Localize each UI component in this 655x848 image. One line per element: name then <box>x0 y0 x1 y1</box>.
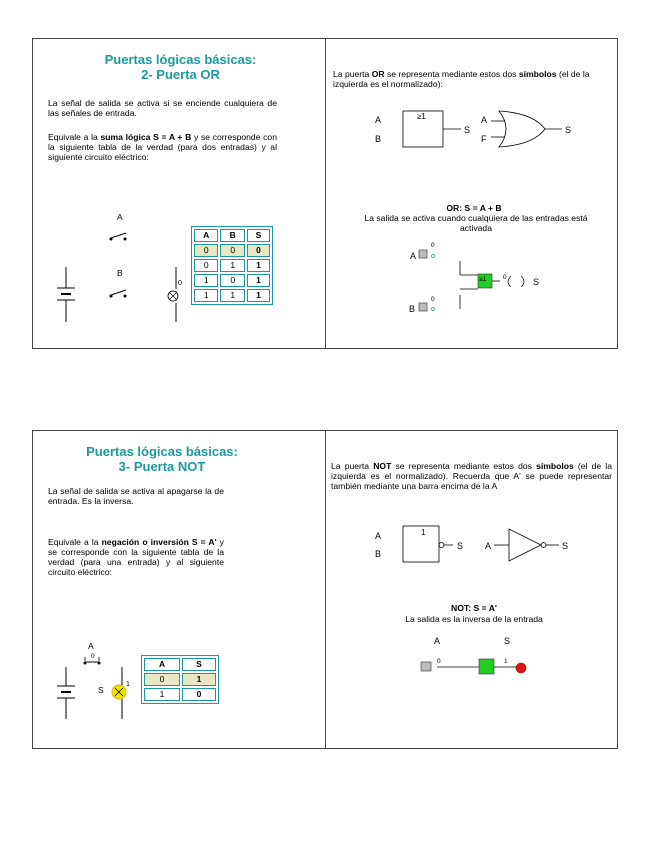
sim-not-gate <box>479 659 494 674</box>
lamp-value: 0 <box>178 280 182 287</box>
symbol-box-label: 1 <box>421 528 426 537</box>
sim-output-lamp-icon <box>508 276 524 287</box>
not-simulator <box>33 431 619 750</box>
symbol-input-a: A <box>375 531 382 541</box>
table-cell: 1 <box>182 673 216 686</box>
not-caption: La salida es la inversa de la entrada <box>405 614 543 624</box>
title-line-2: 2- Puerta OR <box>141 67 220 82</box>
sim-input-a-label: A <box>410 251 417 261</box>
sim-gate-label: ≥1 <box>479 276 487 283</box>
table-cell: 1 <box>247 259 270 272</box>
table-cell: 1 <box>220 289 244 302</box>
table-cell: 0 <box>182 688 216 701</box>
symbol-input-b: B <box>375 549 382 559</box>
sim-output-label: S <box>504 636 511 646</box>
sim-output-label: S <box>533 277 540 287</box>
table-cell: 0 <box>194 259 218 272</box>
table-header: A <box>144 658 180 671</box>
sim-input-a-value: 0 <box>431 242 435 249</box>
sim-input-b-label: B <box>409 304 416 314</box>
table-cell: 1 <box>144 688 180 701</box>
table-header: S <box>182 658 216 671</box>
sim-output-led-icon <box>516 663 526 673</box>
table-cell: 1 <box>247 289 270 302</box>
table-header: A <box>194 229 218 242</box>
switch-value: 0 <box>91 653 95 660</box>
sim-input-a-toggle <box>419 250 427 258</box>
table-cell: 1 <box>220 259 244 272</box>
sim-input-a-toggle <box>421 662 431 671</box>
symbol-output-s: S <box>457 541 464 551</box>
table-cell: 0 <box>247 244 270 257</box>
switch-a-label: A <box>117 212 123 222</box>
title-line-1: Puertas lógicas básicas: <box>86 444 238 459</box>
table-header: S <box>247 229 270 242</box>
table-header: B <box>220 229 244 242</box>
title-line-2: 3- Puerta NOT <box>118 459 206 474</box>
symbol-input-a: A <box>375 115 382 125</box>
not-formula: NOT: S = A' <box>451 603 497 613</box>
symbol2-output-s: S <box>562 541 569 551</box>
symbol-output-s: S <box>464 125 471 135</box>
switch-a-label: A <box>88 641 94 651</box>
lamp-label: S <box>98 685 104 695</box>
table-cell: 1 <box>194 274 218 287</box>
or-simulator <box>33 39 619 350</box>
or-symbols-description: La puerta OR se representa mediante estos dos símbolos (el de la izquierda es el normalizado): <box>333 69 590 89</box>
table-cell: 0 <box>220 274 244 287</box>
intro-text: La señal de salida se activa al apagarse la de entrada. Es la inversa. <box>48 486 224 506</box>
equivalence-text: Equivale a la negación o inversión S = A' y se corresponde con la siguiente tabla de la verdad (para una entrada) y al siguiente circuito eléctrico: <box>48 537 224 577</box>
table-cell: 1 <box>194 289 218 302</box>
switch-b-label: B <box>117 268 123 278</box>
title-line-1: Puertas lógicas básicas: <box>104 52 257 67</box>
sim-input-a-label: A <box>434 636 441 646</box>
symbol2-input-a: A <box>481 115 488 125</box>
sim-input-b-toggle <box>419 303 427 311</box>
table-cell: 0 <box>144 673 180 686</box>
or-formula: OR: S = A + B <box>446 203 502 213</box>
slide-not-gate <box>32 430 618 749</box>
symbol2-output-s: S <box>565 125 572 135</box>
intro-text: La señal de salida se activa si se enciende cualquiera de las señales de entrada. <box>48 98 277 118</box>
lamp-value: 1 <box>126 681 130 688</box>
equivalence-text: Equivale a la suma lógica S = A + B y se corresponde con la siguiente tabla de la verdad (para dos entradas) y al siguiente circuito eléctrico: <box>48 132 277 162</box>
sim-output-value: 0 <box>503 274 507 281</box>
table-cell: 0 <box>194 244 218 257</box>
symbol2-input-b: F <box>481 134 487 144</box>
symbol2-input-a: A <box>485 541 492 551</box>
table-cell: 1 <box>247 274 270 287</box>
slide-or-gate <box>32 38 618 349</box>
sim-input-b-value: 0 <box>431 296 435 303</box>
table-cell: 0 <box>220 244 244 257</box>
sim-input-value: 0 <box>437 658 441 665</box>
symbol-input-b: B <box>375 134 382 144</box>
sim-output-value: 1 <box>504 658 508 665</box>
symbol-box-label: ≥1 <box>417 112 426 121</box>
not-symbols-description: La puerta NOT se representa mediante estos dos símbolos (el de la izquierda es el normalizado). Recuerda que A' se puede representar también mediante una barra encima de la A <box>331 461 612 491</box>
or-caption: La salida se activa cuando cualquiera de las entradas está activada <box>364 213 588 233</box>
